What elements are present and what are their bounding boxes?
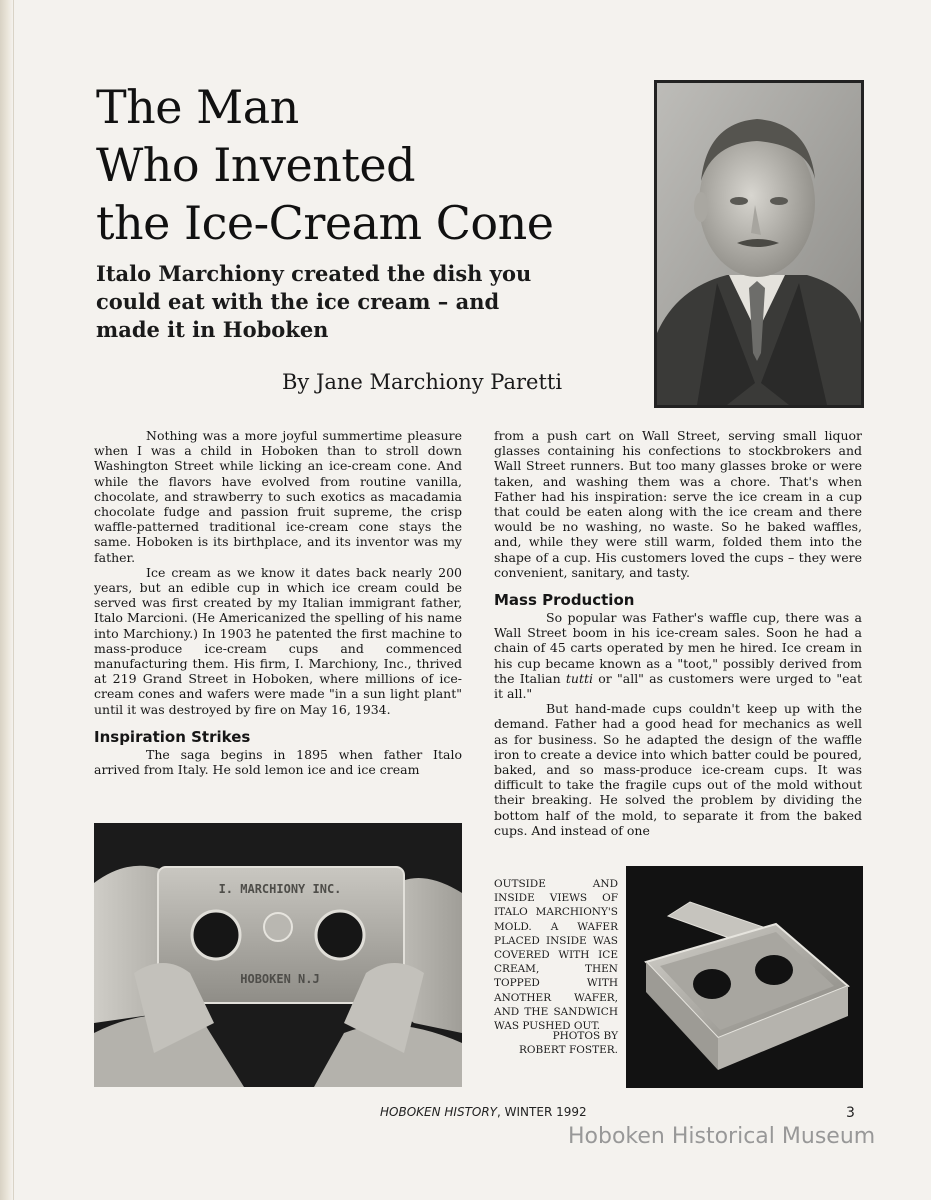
article-subtitle xyxy=(96,260,636,344)
page-number: 3 xyxy=(846,1105,855,1121)
portrait-photo xyxy=(654,80,864,408)
body-text: or "all" as customers were urged to "eat it all." xyxy=(494,670,862,702)
issue-date: , WINTER 1992 xyxy=(497,1105,587,1119)
publication-footer xyxy=(380,1105,587,1119)
title-line: Who Invented xyxy=(96,138,416,192)
subtitle-line: made it in Hoboken xyxy=(96,317,329,342)
subtitle-line: could eat with the ice cream – and xyxy=(96,289,500,314)
body-paragraph: Nothing was a more joyful summertime pleasure when I was a child in Hoboken than to stroll down Washington Street while licking an ice-cream cone. And while the flavors have evolved from routine vanilla, chocolate, and strawberry to such exotics as macadamia chocolate fudge and passion fruit supreme, the crisp waffle-patterned traditional ice-cream cone stays the same. Hoboken is its birthplace, and its inventor was my father. xyxy=(94,428,462,565)
section-heading: Mass Production xyxy=(494,591,635,610)
credit-line: ROBERT FOSTER. xyxy=(519,1044,618,1057)
page-binding-edge xyxy=(0,0,14,1200)
article-column-left xyxy=(94,428,462,777)
title-line: The Man xyxy=(96,80,299,134)
mold-front-photo xyxy=(94,823,462,1087)
mold-front-illustration xyxy=(94,823,462,1087)
article-title xyxy=(96,78,656,252)
body-paragraph: The saga begins in 1895 when father Italo arrived from Italy. He sold lemon ice and ice cream xyxy=(94,746,462,778)
italic-term: tutti xyxy=(565,670,593,686)
credit-line: PHOTOS BY xyxy=(552,1030,618,1042)
body-paragraph xyxy=(494,610,862,701)
photo-caption: OUTSIDE AND INSIDE VIEWS OF ITALO MARCHIONY'S MOLD. A WAFER PLACED INSIDE WAS COVERED WITH ICE CREAM, THEN TOPPED WITH ANOTHER WAFER, AND THE SANDWICH WAS PUSHED OUT. xyxy=(494,878,618,1033)
section-heading: Inspiration Strikes xyxy=(94,727,251,746)
mold-inside-photo xyxy=(626,866,863,1088)
body-paragraph: from a push cart on Wall Street, serving small liquor glasses containing his confections to stockbrokers and Wall Street runners. But too many glasses broke or were taken, and washing them was a chore. That's when Father had his inspiration: serve the ice cream in a cup that could be eaten along with the ice cream and there would be no washing, no waste. So he baked waffles, and, while they were still warm, folded them into the shape of a cup. His customers loved the cups – they were convenient, sanitary, and tasty. xyxy=(494,428,862,580)
mold-inscription-top: I. MARCHIONY INC. xyxy=(218,882,342,896)
body-paragraph: But hand-made cups couldn't keep up with the demand. Father had a good head for mechanics as well as for business. So he adapted the design of the waffle iron to create a device into which batter could be poured, baked, and so mass-produce ice-cream cups. It was difficult to take the fragile cups out of the mold without their breaking. He solved the problem by dividing the bottom half of the mold, to separate it from the baked cups. And instead of one xyxy=(494,701,862,838)
body-text: So popular was Father's waffle cup, there was a Wall Street boom in his ice-cream sales. Soon he had a chain of 45 carts operated by men he hired. Ice cream in his cup became known as a "toot," possibly derived from the Italian xyxy=(494,610,862,686)
title-line: the Ice-Cream Cone xyxy=(96,196,554,250)
body-paragraph: Ice cream as we know it dates back nearly 200 years, but an edible cup in which ice cream could be served was first created by my Italian immigrant father, Italo Marcioni. (He Americanized the spelling of his name into Marchiony.) In 1903 he patented the first machine to mass-produce ice-cream cups and commenced manufacturing them. His firm, I. Marchiony, Inc., thrived at 219 Grand Street in Hoboken, where millions of ice-cream cones and wafers were made "in a sun light plant" until it was destroyed by fire on May 16, 1934. xyxy=(94,564,462,717)
subtitle-line: Italo Marchiony created the dish you xyxy=(96,261,532,286)
publication-name: HOBOKEN HISTORY xyxy=(380,1105,498,1119)
mold-inside-illustration xyxy=(626,866,863,1088)
mold-inscription-bottom: HOBOKEN N.J xyxy=(240,972,320,986)
museum-watermark: Hoboken Historical Museum xyxy=(568,1124,876,1149)
photo-credit xyxy=(494,1029,618,1057)
portrait-illustration xyxy=(657,83,861,405)
byline: By Jane Marchiony Paretti xyxy=(282,370,563,394)
article-column-right xyxy=(494,428,862,838)
